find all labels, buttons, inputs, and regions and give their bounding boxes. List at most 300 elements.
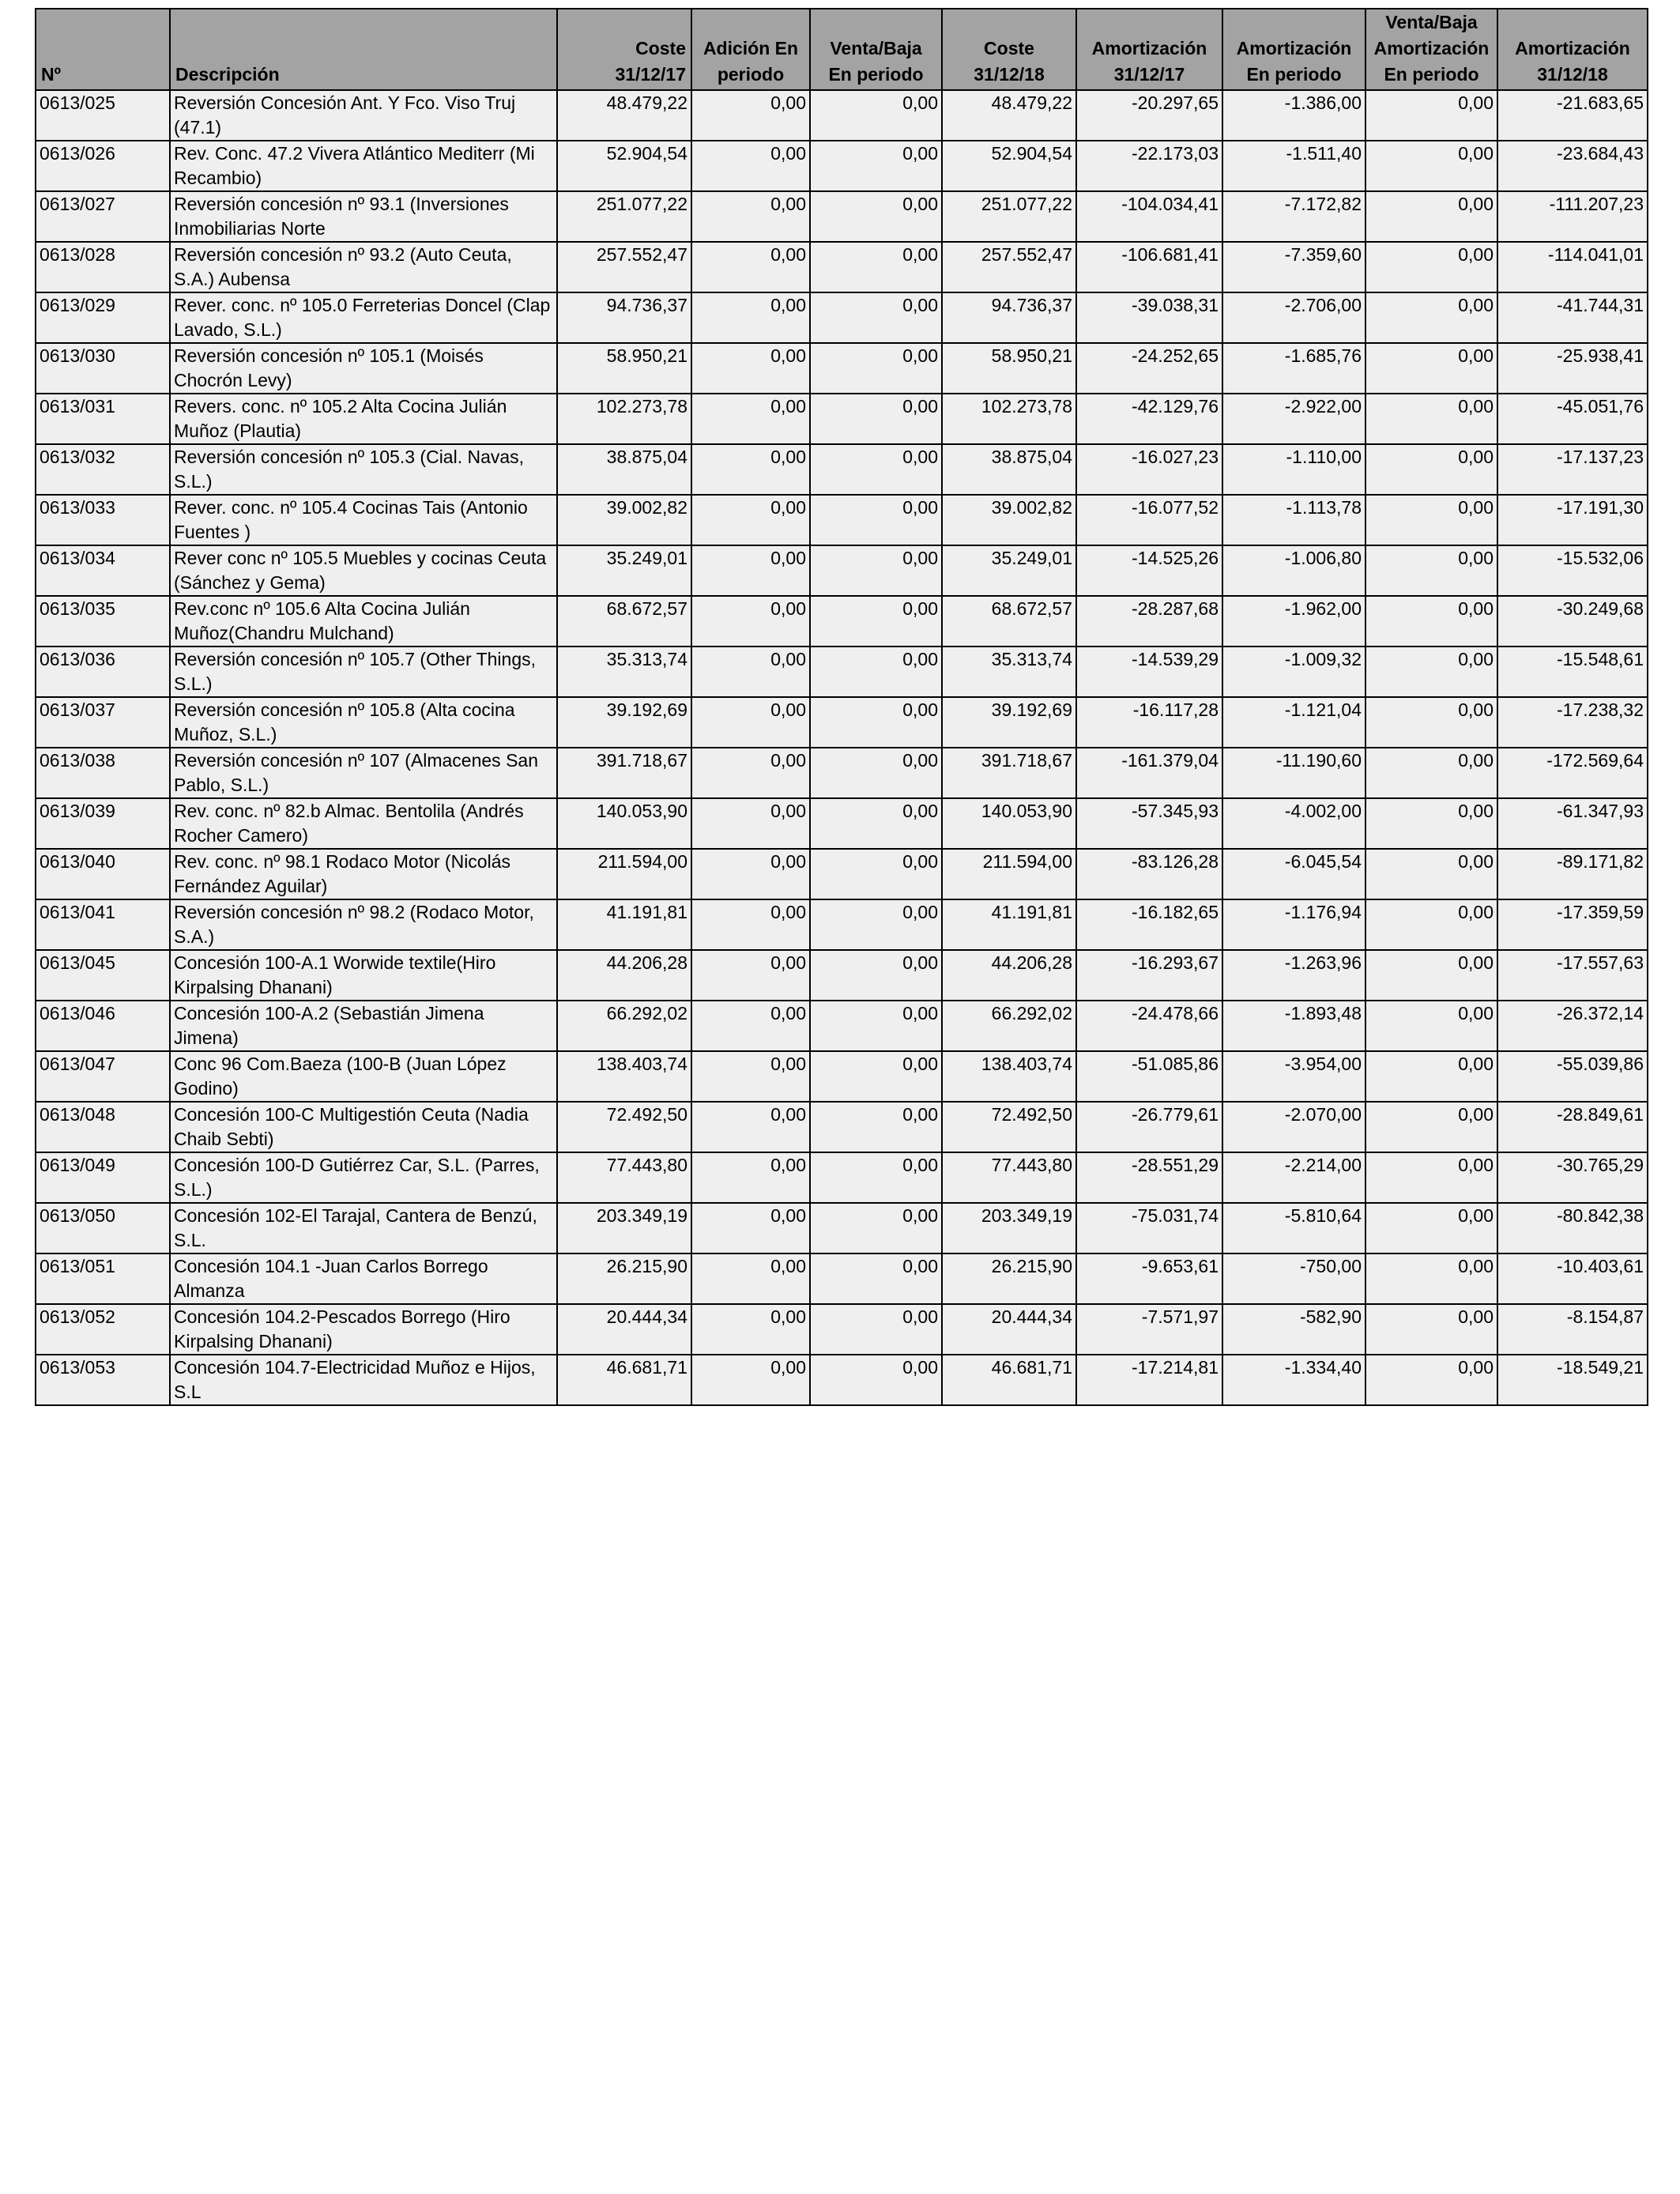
- cell-amortization-2017: -28.287,68: [1076, 596, 1222, 647]
- cell-sale-period: 0,00: [810, 1203, 942, 1253]
- cell-number: 0613/046: [36, 1001, 170, 1051]
- cell-addition-period: 0,00: [691, 798, 810, 849]
- header-cost-2017: [557, 9, 691, 90]
- cell-amortization-2017: -106.681,41: [1076, 242, 1222, 292]
- cell-amortization-2018: -17.137,23: [1497, 444, 1648, 495]
- cell-cost-2017: 138.403,74: [557, 1051, 691, 1102]
- cell-cost-2017: 26.215,90: [557, 1253, 691, 1304]
- cell-addition-period: 0,00: [691, 394, 810, 444]
- cell-description: Concesión 100-D Gutiérrez Car, S.L. (Parres, S.L.): [170, 1152, 557, 1203]
- cell-cost-2018: 35.249,01: [942, 545, 1076, 596]
- cell-number: 0613/026: [36, 141, 170, 191]
- cell-addition-period: 0,00: [691, 1152, 810, 1203]
- cell-description: Rev. conc. nº 82.b Almac. Bentolila (Andrés Rocher Camero): [170, 798, 557, 849]
- cell-cost-2018: 39.002,82: [942, 495, 1076, 545]
- cell-amortization-2017: -14.539,29: [1076, 647, 1222, 697]
- cell-addition-period: 0,00: [691, 1355, 810, 1405]
- table-row: [36, 899, 1648, 950]
- cell-number: 0613/052: [36, 1304, 170, 1355]
- table-row: [36, 90, 1648, 141]
- cell-amortization-period: -1.334,40: [1222, 1355, 1365, 1405]
- cell-cost-2017: 66.292,02: [557, 1001, 691, 1051]
- cell-amortization-2018: -15.532,06: [1497, 545, 1648, 596]
- cell-amortization-period: -1.113,78: [1222, 495, 1365, 545]
- header-number-label: Nº: [41, 64, 62, 85]
- cell-cost-2018: 138.403,74: [942, 1051, 1076, 1102]
- cell-amortization-2017: -42.129,76: [1076, 394, 1222, 444]
- cell-amortization-2017: -104.034,41: [1076, 191, 1222, 242]
- cell-cost-2018: 20.444,34: [942, 1304, 1076, 1355]
- header-amortization-2017-line1: Amortización: [1091, 38, 1207, 58]
- cell-amortization-2018: -17.359,59: [1497, 899, 1648, 950]
- cell-addition-period: 0,00: [691, 1051, 810, 1102]
- cell-amortization-2017: -16.293,67: [1076, 950, 1222, 1001]
- cell-number: 0613/035: [36, 596, 170, 647]
- cell-number: 0613/025: [36, 90, 170, 141]
- cell-amortization-period: -11.190,60: [1222, 748, 1365, 798]
- cell-number: 0613/030: [36, 343, 170, 394]
- header-amortization-2017: [1076, 9, 1222, 90]
- cell-cost-2018: 102.273,78: [942, 394, 1076, 444]
- cell-amortization-period: -1.006,80: [1222, 545, 1365, 596]
- table-row: [36, 950, 1648, 1001]
- cell-number: 0613/031: [36, 394, 170, 444]
- cell-sale-amortization-period: 0,00: [1365, 1304, 1497, 1355]
- header-cost-2018-line1: Coste: [984, 38, 1034, 58]
- cell-number: 0613/028: [36, 242, 170, 292]
- cell-sale-period: 0,00: [810, 1253, 942, 1304]
- cell-amortization-2017: -14.525,26: [1076, 545, 1222, 596]
- cell-addition-period: 0,00: [691, 191, 810, 242]
- cell-amortization-period: -1.962,00: [1222, 596, 1365, 647]
- cell-sale-period: 0,00: [810, 1051, 942, 1102]
- cell-sale-amortization-period: 0,00: [1365, 1203, 1497, 1253]
- cell-cost-2018: 39.192,69: [942, 697, 1076, 748]
- cell-addition-period: 0,00: [691, 292, 810, 343]
- cell-sale-amortization-period: 0,00: [1365, 697, 1497, 748]
- cell-amortization-2017: -39.038,31: [1076, 292, 1222, 343]
- cell-addition-period: 0,00: [691, 242, 810, 292]
- cell-amortization-2018: -18.549,21: [1497, 1355, 1648, 1405]
- cell-sale-amortization-period: 0,00: [1365, 444, 1497, 495]
- cell-cost-2017: 20.444,34: [557, 1304, 691, 1355]
- cell-cost-2017: 102.273,78: [557, 394, 691, 444]
- cell-amortization-period: -750,00: [1222, 1253, 1365, 1304]
- cell-number: 0613/053: [36, 1355, 170, 1405]
- cell-cost-2017: 41.191,81: [557, 899, 691, 950]
- cell-cost-2018: 140.053,90: [942, 798, 1076, 849]
- cell-cost-2018: 68.672,57: [942, 596, 1076, 647]
- cell-number: 0613/039: [36, 798, 170, 849]
- cell-cost-2017: 203.349,19: [557, 1203, 691, 1253]
- cell-sale-amortization-period: 0,00: [1365, 1001, 1497, 1051]
- cell-amortization-2018: -61.347,93: [1497, 798, 1648, 849]
- cell-description: Concesión 104.7-Electricidad Muñoz e Hijos, S.L: [170, 1355, 557, 1405]
- asset-ledger-table: [35, 8, 1648, 1406]
- cell-amortization-2018: -89.171,82: [1497, 849, 1648, 899]
- cell-amortization-2018: -21.683,65: [1497, 90, 1648, 141]
- cell-cost-2017: 77.443,80: [557, 1152, 691, 1203]
- cell-amortization-2017: -9.653,61: [1076, 1253, 1222, 1304]
- table-body: [36, 90, 1648, 1405]
- cell-cost-2017: 211.594,00: [557, 849, 691, 899]
- cell-amortization-period: -4.002,00: [1222, 798, 1365, 849]
- cell-cost-2017: 35.249,01: [557, 545, 691, 596]
- header-addition-period: [691, 9, 810, 90]
- cell-amortization-2017: -24.252,65: [1076, 343, 1222, 394]
- table-row: [36, 495, 1648, 545]
- cell-amortization-2017: -22.173,03: [1076, 141, 1222, 191]
- header-sale-amortization-line1: Amortización: [1373, 38, 1490, 58]
- cell-amortization-2018: -111.207,23: [1497, 191, 1648, 242]
- cell-cost-2018: 44.206,28: [942, 950, 1076, 1001]
- cell-amortization-2018: -80.842,38: [1497, 1203, 1648, 1253]
- table-row: [36, 1152, 1648, 1203]
- cell-addition-period: 0,00: [691, 596, 810, 647]
- table-row: [36, 242, 1648, 292]
- cell-cost-2017: 257.552,47: [557, 242, 691, 292]
- cell-sale-period: 0,00: [810, 90, 942, 141]
- cell-cost-2018: 52.904,54: [942, 141, 1076, 191]
- table-row: [36, 343, 1648, 394]
- cell-number: 0613/049: [36, 1152, 170, 1203]
- cell-sale-amortization-period: 0,00: [1365, 191, 1497, 242]
- cell-description: Revers. conc. nº 105.2 Alta Cocina Julián Muñoz (Plautia): [170, 394, 557, 444]
- cell-amortization-2018: -10.403,61: [1497, 1253, 1648, 1304]
- cell-sale-period: 0,00: [810, 849, 942, 899]
- cell-sale-period: 0,00: [810, 647, 942, 697]
- cell-number: 0613/032: [36, 444, 170, 495]
- cell-cost-2017: 38.875,04: [557, 444, 691, 495]
- cell-number: 0613/041: [36, 899, 170, 950]
- header-amortization-2018-line1: Amortización: [1515, 38, 1630, 58]
- table-row: [36, 647, 1648, 697]
- cell-amortization-2017: -28.551,29: [1076, 1152, 1222, 1203]
- cell-amortization-period: -2.214,00: [1222, 1152, 1365, 1203]
- cell-amortization-period: -2.070,00: [1222, 1102, 1365, 1152]
- cell-sale-amortization-period: 0,00: [1365, 1355, 1497, 1405]
- header-number: [36, 9, 170, 90]
- header-sale-amortization-line2: En periodo: [1384, 64, 1479, 85]
- cell-sale-period: 0,00: [810, 444, 942, 495]
- cell-description: Reversión concesión nº 105.3 (Cial. Navas, S.L.): [170, 444, 557, 495]
- cell-sale-amortization-period: 0,00: [1365, 90, 1497, 141]
- cell-amortization-2018: -8.154,87: [1497, 1304, 1648, 1355]
- cell-description: Reversión concesión nº 93.1 (Inversiones Inmobiliarias Norte: [170, 191, 557, 242]
- table-row: [36, 849, 1648, 899]
- cell-sale-period: 0,00: [810, 748, 942, 798]
- cell-amortization-2018: -172.569,64: [1497, 748, 1648, 798]
- header-sale-line1: Venta/Baja: [830, 38, 922, 58]
- cell-description: Conc 96 Com.Baeza (100-B (Juan López Godino): [170, 1051, 557, 1102]
- cell-cost-2018: 257.552,47: [942, 242, 1076, 292]
- cell-sale-period: 0,00: [810, 1102, 942, 1152]
- table-row: [36, 1304, 1648, 1355]
- header-amortization-2017-line2: 31/12/17: [1113, 64, 1185, 85]
- cell-cost-2017: 58.950,21: [557, 343, 691, 394]
- cell-number: 0613/029: [36, 292, 170, 343]
- cell-amortization-period: -1.176,94: [1222, 899, 1365, 950]
- cell-description: Rev.conc nº 105.6 Alta Cocina Julián Muñoz(Chandru Mulchand): [170, 596, 557, 647]
- cell-sale-amortization-period: 0,00: [1365, 292, 1497, 343]
- cell-cost-2017: 94.736,37: [557, 292, 691, 343]
- cell-description: Concesión 100-A.1 Worwide textile(Hiro Kirpalsing Dhanani): [170, 950, 557, 1001]
- cell-addition-period: 0,00: [691, 849, 810, 899]
- header-sale-amortization-line0: Venta/Baja: [1385, 12, 1478, 32]
- cell-addition-period: 0,00: [691, 444, 810, 495]
- cell-cost-2018: 391.718,67: [942, 748, 1076, 798]
- cell-cost-2018: 38.875,04: [942, 444, 1076, 495]
- cell-amortization-2017: -17.214,81: [1076, 1355, 1222, 1405]
- cell-addition-period: 0,00: [691, 1304, 810, 1355]
- cell-amortization-period: -6.045,54: [1222, 849, 1365, 899]
- header-amortization-period-line2: En periodo: [1246, 64, 1342, 85]
- cell-amortization-2018: -55.039,86: [1497, 1051, 1648, 1102]
- cell-cost-2017: 68.672,57: [557, 596, 691, 647]
- cell-amortization-period: -7.359,60: [1222, 242, 1365, 292]
- cell-number: 0613/034: [36, 545, 170, 596]
- cell-addition-period: 0,00: [691, 1253, 810, 1304]
- cell-amortization-2017: -24.478,66: [1076, 1001, 1222, 1051]
- cell-addition-period: 0,00: [691, 90, 810, 141]
- cell-cost-2018: 41.191,81: [942, 899, 1076, 950]
- cell-amortization-2017: -16.117,28: [1076, 697, 1222, 748]
- cell-amortization-period: -1.110,00: [1222, 444, 1365, 495]
- table-row: [36, 697, 1648, 748]
- cell-cost-2018: 251.077,22: [942, 191, 1076, 242]
- header-cost-2017-line2: 31/12/17: [615, 64, 686, 85]
- cell-amortization-2017: -161.379,04: [1076, 748, 1222, 798]
- cell-amortization-2018: -30.765,29: [1497, 1152, 1648, 1203]
- cell-cost-2018: 94.736,37: [942, 292, 1076, 343]
- cell-amortization-2017: -57.345,93: [1076, 798, 1222, 849]
- cell-description: Reversión concesión nº 98.2 (Rodaco Motor, S.A.): [170, 899, 557, 950]
- cell-sale-amortization-period: 0,00: [1365, 141, 1497, 191]
- header-cost-2018-line2: 31/12/18: [974, 64, 1045, 85]
- cell-amortization-period: -3.954,00: [1222, 1051, 1365, 1102]
- cell-amortization-2018: -45.051,76: [1497, 394, 1648, 444]
- cell-description: Rever conc nº 105.5 Muebles y cocinas Ceuta (Sánchez y Gema): [170, 545, 557, 596]
- cell-description: Rev. Conc. 47.2 Vivera Atlántico Mediterr (Mi Recambio): [170, 141, 557, 191]
- cell-addition-period: 0,00: [691, 343, 810, 394]
- cell-amortization-2018: -26.372,14: [1497, 1001, 1648, 1051]
- cell-sale-amortization-period: 0,00: [1365, 899, 1497, 950]
- cell-sale-period: 0,00: [810, 1001, 942, 1051]
- cell-sale-period: 0,00: [810, 1355, 942, 1405]
- cell-sale-period: 0,00: [810, 191, 942, 242]
- cell-sale-amortization-period: 0,00: [1365, 1102, 1497, 1152]
- cell-sale-amortization-period: 0,00: [1365, 343, 1497, 394]
- cell-description: Rev. conc. nº 98.1 Rodaco Motor (Nicolás Fernández Aguilar): [170, 849, 557, 899]
- cell-number: 0613/045: [36, 950, 170, 1001]
- header-addition-line2: periodo: [717, 64, 785, 85]
- cell-addition-period: 0,00: [691, 950, 810, 1001]
- cell-sale-period: 0,00: [810, 950, 942, 1001]
- cell-sale-period: 0,00: [810, 242, 942, 292]
- cell-sale-amortization-period: 0,00: [1365, 1051, 1497, 1102]
- header-description: [170, 9, 557, 90]
- cell-addition-period: 0,00: [691, 899, 810, 950]
- cell-sale-period: 0,00: [810, 1304, 942, 1355]
- cell-sale-period: 0,00: [810, 899, 942, 950]
- cell-cost-2017: 72.492,50: [557, 1102, 691, 1152]
- cell-description: Reversión concesión nº 93.2 (Auto Ceuta, S.A.) Aubensa: [170, 242, 557, 292]
- cell-sale-amortization-period: 0,00: [1365, 242, 1497, 292]
- cell-sale-amortization-period: 0,00: [1365, 748, 1497, 798]
- cell-amortization-2018: -15.548,61: [1497, 647, 1648, 697]
- cell-cost-2017: 391.718,67: [557, 748, 691, 798]
- cell-cost-2018: 58.950,21: [942, 343, 1076, 394]
- cell-sale-amortization-period: 0,00: [1365, 545, 1497, 596]
- header-description-label: Descripción: [175, 64, 280, 85]
- table-row: [36, 444, 1648, 495]
- cell-amortization-period: -5.810,64: [1222, 1203, 1365, 1253]
- cell-amortization-period: -2.706,00: [1222, 292, 1365, 343]
- cell-sale-period: 0,00: [810, 798, 942, 849]
- cell-addition-period: 0,00: [691, 697, 810, 748]
- header-sale-period: [810, 9, 942, 90]
- table-row: [36, 748, 1648, 798]
- cell-amortization-2018: -17.238,32: [1497, 697, 1648, 748]
- cell-addition-period: 0,00: [691, 545, 810, 596]
- cell-cost-2018: 66.292,02: [942, 1001, 1076, 1051]
- cell-sale-amortization-period: 0,00: [1365, 1253, 1497, 1304]
- header-amortization-2018-line2: 31/12/18: [1537, 64, 1608, 85]
- cell-addition-period: 0,00: [691, 1001, 810, 1051]
- cell-cost-2018: 77.443,80: [942, 1152, 1076, 1203]
- table-header: [36, 9, 1648, 90]
- cell-description: Concesión 104.1 -Juan Carlos Borrego Almanza: [170, 1253, 557, 1304]
- table-row: [36, 596, 1648, 647]
- cell-cost-2017: 48.479,22: [557, 90, 691, 141]
- header-row: [36, 9, 1648, 90]
- cell-number: 0613/037: [36, 697, 170, 748]
- cell-sale-period: 0,00: [810, 495, 942, 545]
- cell-amortization-2018: -114.041,01: [1497, 242, 1648, 292]
- cell-amortization-2018: -28.849,61: [1497, 1102, 1648, 1152]
- cell-description: Concesión 100-A.2 (Sebastián Jimena Jimena): [170, 1001, 557, 1051]
- cell-cost-2017: 39.192,69: [557, 697, 691, 748]
- cell-amortization-2018: -17.191,30: [1497, 495, 1648, 545]
- cell-sale-amortization-period: 0,00: [1365, 647, 1497, 697]
- cell-cost-2018: 46.681,71: [942, 1355, 1076, 1405]
- cell-amortization-period: -2.922,00: [1222, 394, 1365, 444]
- cell-sale-amortization-period: 0,00: [1365, 495, 1497, 545]
- table-row: [36, 545, 1648, 596]
- header-amortization-2018: [1497, 9, 1648, 90]
- cell-amortization-period: -582,90: [1222, 1304, 1365, 1355]
- cell-cost-2018: 26.215,90: [942, 1253, 1076, 1304]
- cell-description: Concesión 102-El Tarajal, Cantera de Benzú, S.L.: [170, 1203, 557, 1253]
- cell-sale-amortization-period: 0,00: [1365, 1152, 1497, 1203]
- cell-cost-2017: 44.206,28: [557, 950, 691, 1001]
- cell-cost-2018: 48.479,22: [942, 90, 1076, 141]
- cell-addition-period: 0,00: [691, 647, 810, 697]
- header-amortization-period-line1: Amortización: [1236, 38, 1352, 58]
- header-sale-amortization-period: [1365, 9, 1497, 90]
- header-addition-line1: Adición En: [703, 38, 799, 58]
- cell-amortization-2017: -16.182,65: [1076, 899, 1222, 950]
- cell-description: Reversión concesión nº 105.1 (Moisés Chocrón Levy): [170, 343, 557, 394]
- cell-sale-period: 0,00: [810, 292, 942, 343]
- cell-number: 0613/036: [36, 647, 170, 697]
- cell-amortization-2018: -25.938,41: [1497, 343, 1648, 394]
- cell-amortization-2018: -23.684,43: [1497, 141, 1648, 191]
- cell-amortization-period: -1.386,00: [1222, 90, 1365, 141]
- cell-sale-period: 0,00: [810, 394, 942, 444]
- cell-amortization-2018: -30.249,68: [1497, 596, 1648, 647]
- cell-sale-period: 0,00: [810, 343, 942, 394]
- cell-amortization-2018: -17.557,63: [1497, 950, 1648, 1001]
- cell-addition-period: 0,00: [691, 748, 810, 798]
- cell-number: 0613/051: [36, 1253, 170, 1304]
- table-row: [36, 191, 1648, 242]
- cell-sale-period: 0,00: [810, 141, 942, 191]
- cell-cost-2017: 140.053,90: [557, 798, 691, 849]
- table-row: [36, 1001, 1648, 1051]
- header-amortization-period: [1222, 9, 1365, 90]
- cell-sale-amortization-period: 0,00: [1365, 596, 1497, 647]
- cell-addition-period: 0,00: [691, 1203, 810, 1253]
- cell-sale-amortization-period: 0,00: [1365, 798, 1497, 849]
- cell-cost-2017: 52.904,54: [557, 141, 691, 191]
- cell-amortization-2017: -26.779,61: [1076, 1102, 1222, 1152]
- cell-amortization-2018: -41.744,31: [1497, 292, 1648, 343]
- cell-amortization-2017: -7.571,97: [1076, 1304, 1222, 1355]
- cell-addition-period: 0,00: [691, 1102, 810, 1152]
- cell-amortization-period: -1.511,40: [1222, 141, 1365, 191]
- cell-number: 0613/048: [36, 1102, 170, 1152]
- table-row: [36, 292, 1648, 343]
- table-row: [36, 798, 1648, 849]
- cell-description: Concesión 104.2-Pescados Borrego (Hiro Kirpalsing Dhanani): [170, 1304, 557, 1355]
- cell-sale-amortization-period: 0,00: [1365, 394, 1497, 444]
- cell-sale-period: 0,00: [810, 596, 942, 647]
- cell-cost-2017: 39.002,82: [557, 495, 691, 545]
- cell-cost-2017: 251.077,22: [557, 191, 691, 242]
- cell-amortization-period: -1.685,76: [1222, 343, 1365, 394]
- cell-description: Rever. conc. nº 105.4 Cocinas Tais (Antonio Fuentes ): [170, 495, 557, 545]
- cell-number: 0613/038: [36, 748, 170, 798]
- table-row: [36, 141, 1648, 191]
- cell-description: Reversión concesión nº 105.7 (Other Things, S.L.): [170, 647, 557, 697]
- cell-number: 0613/040: [36, 849, 170, 899]
- cell-number: 0613/027: [36, 191, 170, 242]
- cell-description: Concesión 100-C Multigestión Ceuta (Nadia Chaib Sebti): [170, 1102, 557, 1152]
- cell-number: 0613/033: [36, 495, 170, 545]
- table-row: [36, 1253, 1648, 1304]
- cell-addition-period: 0,00: [691, 495, 810, 545]
- cell-sale-period: 0,00: [810, 545, 942, 596]
- cell-description: Reversión Concesión Ant. Y Fco. Viso Truj (47.1): [170, 90, 557, 141]
- cell-amortization-2017: -16.077,52: [1076, 495, 1222, 545]
- cell-description: Reversión concesión nº 107 (Almacenes San Pablo, S.L.): [170, 748, 557, 798]
- cell-cost-2018: 211.594,00: [942, 849, 1076, 899]
- cell-amortization-period: -1.263,96: [1222, 950, 1365, 1001]
- table-row: [36, 1355, 1648, 1405]
- cell-cost-2018: 35.313,74: [942, 647, 1076, 697]
- table-row: [36, 1203, 1648, 1253]
- cell-sale-amortization-period: 0,00: [1365, 849, 1497, 899]
- cell-cost-2018: 203.349,19: [942, 1203, 1076, 1253]
- cell-amortization-2017: -51.085,86: [1076, 1051, 1222, 1102]
- cell-amortization-period: -1.893,48: [1222, 1001, 1365, 1051]
- cell-sale-period: 0,00: [810, 1152, 942, 1203]
- cell-amortization-period: -1.009,32: [1222, 647, 1365, 697]
- cell-sale-period: 0,00: [810, 697, 942, 748]
- cell-amortization-2017: -83.126,28: [1076, 849, 1222, 899]
- header-cost-2018: [942, 9, 1076, 90]
